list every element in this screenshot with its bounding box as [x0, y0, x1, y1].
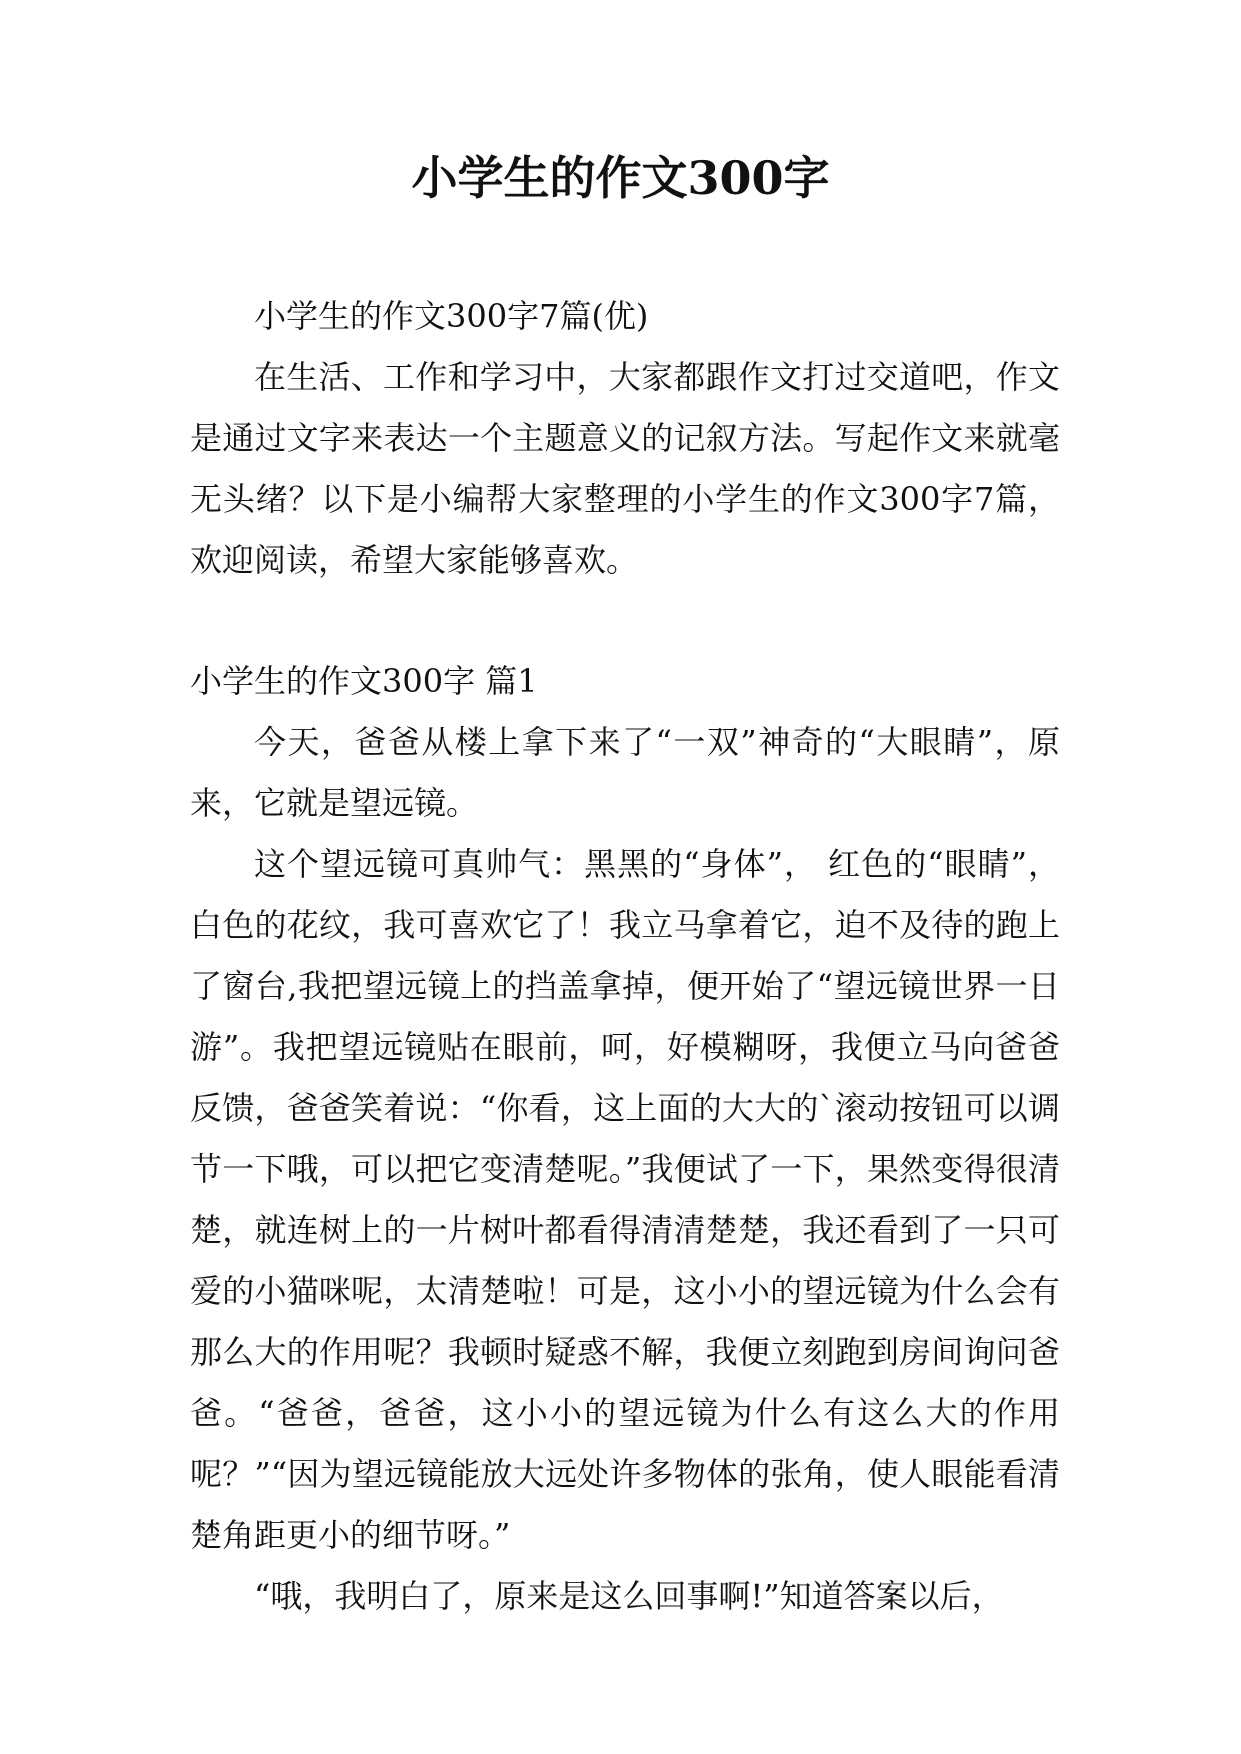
- body-paragraph: 今天，爸爸从楼上拿下来了“一双”神奇的“大眼睛”，原来，它就是望远镜。: [190, 723, 1060, 822]
- intro-paragraph: 在生活、工作和学习中，大家都跟作文打过交道吧，作文是通过文字来表达一个主题意义的记叙方法。写起作文来就毫无头绪？以下是小编帮大家整理的小学生的作文300字7篇，欢迎阅读，希望大家能够喜欢。: [190, 358, 1060, 579]
- document-subtitle: 小学生的作文300字7篇(优): [254, 297, 649, 335]
- document-title: 小学生的作文300字: [411, 151, 830, 205]
- body-paragraph: 这个望远镜可真帅气：黑黑的“身体”， 红色的“眼睛”，白色的花纹，我可喜欢它了！我立马拿着它，迫不及待的跑上了窗台,我把望远镜上的挡盖拿掉，便开始了“望远镜世界一日游”。我把望远镜贴在眼前，呵，好模糊呀，我便立马向爸爸反馈，爸爸笑着说：“你看，这上面的大大的`滚动按钮可以调节一下哦，可以把它变清楚呢。”我便试了一下，果然变得很清楚，就连树上的一片树叶都看得清清楚楚，我还看到了一只可爱的小猫咪呢，太清楚啦！可是，这小小的望远镜为什么会有那么大的作用呢？我顿时疑惑不解，我便立刻跑到房间询问爸爸。“爸爸，爸爸，这小小的望远镜为什么有这么大的作用呢？”“因为望远镜能放大远处许多物体的张角，使人眼能看清楚角距更小的细节呀。”: [190, 845, 1060, 1554]
- document-body: [190, 286, 1060, 1627]
- body-paragraph: “哦，我明白了，原来是这么回事啊!”知道答案以后，: [254, 1577, 1004, 1615]
- section-heading: 小学生的作文300字 篇1: [190, 662, 538, 700]
